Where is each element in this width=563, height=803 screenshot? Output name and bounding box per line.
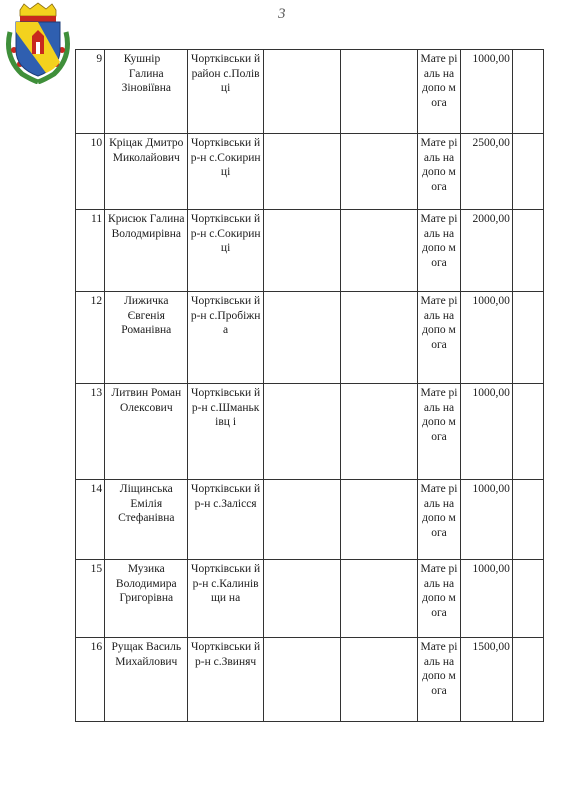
empty-cell	[341, 292, 418, 384]
aid-type: Мате ріаль на допо мога	[418, 210, 460, 292]
empty-cell	[512, 480, 543, 560]
recipient-address: Чортківськи й район с.Полівці	[188, 50, 263, 134]
aid-type: Мате ріаль на допо мога	[418, 292, 460, 384]
table-row	[76, 50, 544, 134]
recipient-name: Кріцак Дмитро Миколайович	[105, 134, 188, 210]
recipient-address: Чортківськи й р-н с.Сокиринці	[188, 210, 263, 292]
recipient-address: Чортківськи й р-н с.Калинівщи на	[188, 560, 263, 638]
recipient-name: Рущак Василь Михайлович	[105, 638, 188, 722]
recipient-address: Чортківськи й р-н с.Залісся	[188, 480, 263, 560]
empty-cell	[263, 638, 340, 722]
aid-type: Мате ріаль на допо мога	[418, 638, 460, 722]
aid-type: Мате ріаль на допо мога	[418, 384, 460, 480]
recipient-address: Чортківськи й р-н с.Звиняч	[188, 638, 263, 722]
empty-cell	[512, 384, 543, 480]
row-number: 14	[76, 480, 105, 560]
table-row	[76, 480, 544, 560]
empty-cell	[263, 384, 340, 480]
register-table	[75, 49, 544, 722]
recipient-name: Крисюк Галина Володмирівна	[105, 210, 188, 292]
recipient-address: Чортківськи й р-н с.Сокиринці	[188, 134, 263, 210]
aid-amount: 1000,00	[460, 560, 512, 638]
empty-cell	[263, 480, 340, 560]
recipient-name: Музика Володимира Григорівна	[105, 560, 188, 638]
table-row	[76, 384, 544, 480]
aid-type: Мате ріаль на допо мога	[418, 480, 460, 560]
table-row	[76, 292, 544, 384]
empty-cell	[341, 384, 418, 480]
row-number: 15	[76, 560, 105, 638]
empty-cell	[512, 210, 543, 292]
empty-cell	[341, 210, 418, 292]
aid-amount: 1000,00	[460, 384, 512, 480]
empty-cell	[512, 638, 543, 722]
empty-cell	[512, 50, 543, 134]
empty-cell	[263, 292, 340, 384]
table-row	[76, 638, 544, 722]
table-row	[76, 560, 544, 638]
aid-type: Мате ріаль на допо мога	[418, 560, 460, 638]
aid-amount: 2500,00	[460, 134, 512, 210]
empty-cell	[341, 50, 418, 134]
empty-cell	[512, 134, 543, 210]
table-row	[76, 134, 544, 210]
aid-amount: 1500,00	[460, 638, 512, 722]
table-row	[76, 210, 544, 292]
recipient-name: Литвин Роман Олексович	[105, 384, 188, 480]
empty-cell	[263, 50, 340, 134]
aid-amount: 1000,00	[460, 480, 512, 560]
empty-cell	[341, 638, 418, 722]
recipient-name: Кушнір Галина Зіновіївна	[105, 50, 188, 134]
row-number: 12	[76, 292, 105, 384]
empty-cell	[341, 134, 418, 210]
row-number: 9	[76, 50, 105, 134]
recipient-name: Ліщинська Емілія Стефанівна	[105, 480, 188, 560]
page-number: 3	[278, 6, 286, 22]
recipient-name: Лижичка Євгенія Романівна	[105, 292, 188, 384]
empty-cell	[263, 560, 340, 638]
aid-type: Мате ріаль на допо мога	[418, 50, 460, 134]
row-number: 11	[76, 210, 105, 292]
empty-cell	[512, 560, 543, 638]
empty-cell	[341, 480, 418, 560]
row-number: 13	[76, 384, 105, 480]
recipient-address: Чортківськи й р-н с.Пробіжна	[188, 292, 263, 384]
row-number: 16	[76, 638, 105, 722]
empty-cell	[512, 292, 543, 384]
aid-amount: 1000,00	[460, 292, 512, 384]
coat-of-arms-icon	[2, 2, 74, 84]
recipient-address: Чортківськи й р-н с.Шманьківц і	[188, 384, 263, 480]
aid-amount: 1000,00	[460, 50, 512, 134]
empty-cell	[263, 134, 340, 210]
aid-amount: 2000,00	[460, 210, 512, 292]
empty-cell	[341, 560, 418, 638]
row-number: 10	[76, 134, 105, 210]
empty-cell	[263, 210, 340, 292]
aid-type: Мате ріаль на допо мога	[418, 134, 460, 210]
